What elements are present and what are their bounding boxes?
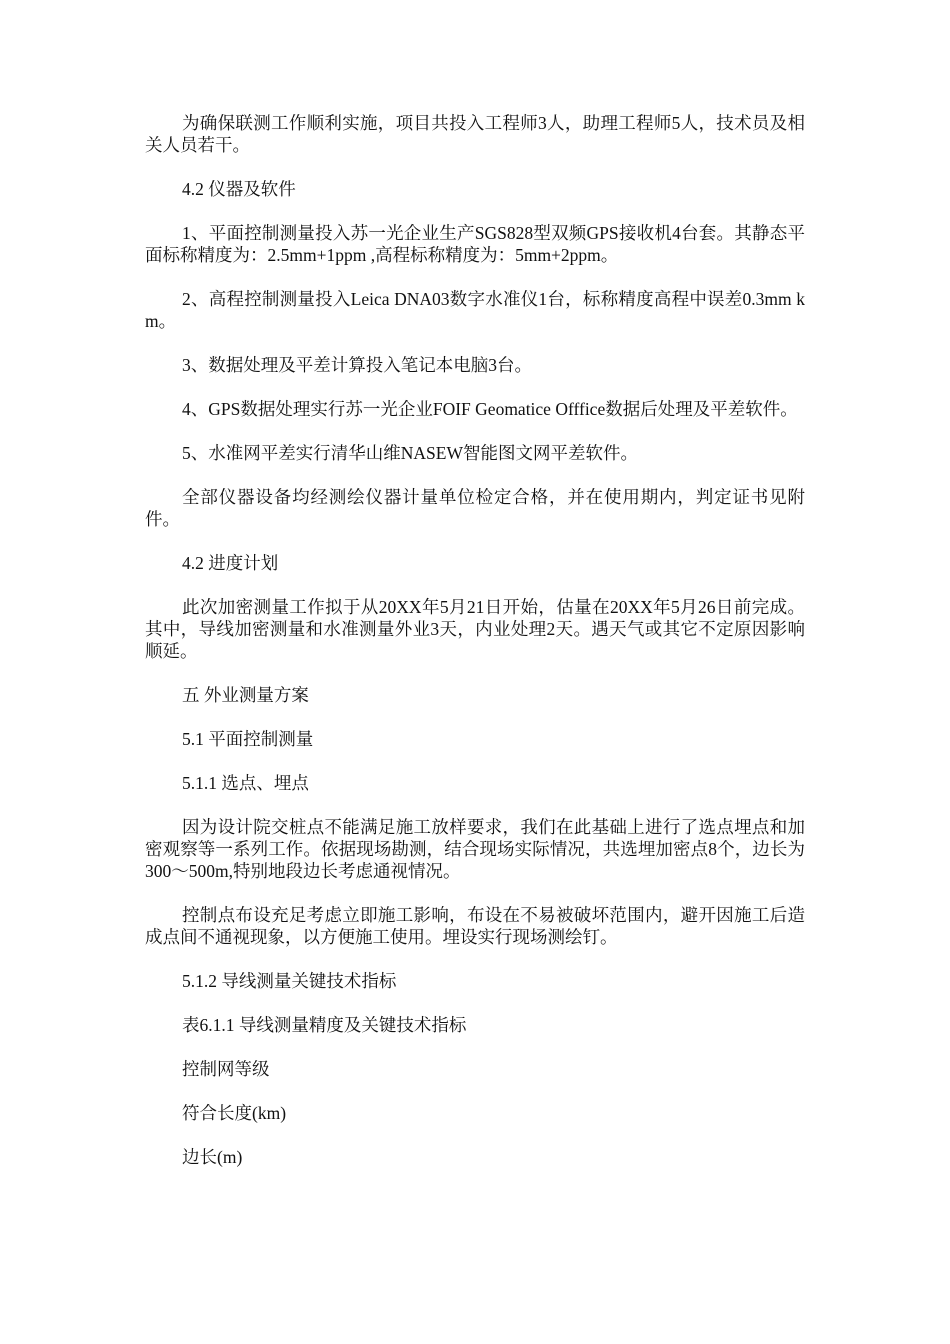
paragraph-gps-software: 4、GPS数据处理实行苏一光企业FOIF Geomatice Offfice数据后处理及平差软件。: [182, 399, 798, 419]
heading-field-survey-plan: 五 外业测量方案: [182, 685, 309, 705]
heading-schedule: 4.2 进度计划: [182, 553, 279, 573]
table-caption: 表6.1.1 导线测量精度及关键技术指标: [182, 1015, 467, 1035]
table-cell-closure-length: 符合长度(km): [182, 1103, 287, 1123]
paragraph-level-instrument: 2、高程控制测量投入Leica DNA03数字水准仪1台，标称精度高程中误差0.3mm km。: [145, 289, 805, 331]
paragraph-point-selection: 因为设计院交桩点不能满足施工放样要求，我们在此基础上进行了选点埋点和加密观察等一系列工作。依据现场勘测，结合现场实际情况，共选埋加密点8个，边长为300～500m,特别地段边长考虑通视情况。: [145, 817, 805, 881]
paragraph-schedule: 此次加密测量工作拟于从20XX年5月21日开始，估量在20XX年5月26日前完成。其中，导线加密测量和水准测量外业3天，内业处理2天。遇天气或其它不定原因影响顺延。: [145, 597, 805, 661]
paragraph-gps-receivers: 1、平面控制测量投入苏一光企业生产SGS828型双频GPS接收机4台套。其静态平面标称精度为：2.5mm+1ppm ,高程标称精度为：5mm+2ppm。: [145, 223, 805, 265]
paragraph-calibration: 全部仪器设备均经测绘仪器计量单位检定合格，并在使用期内，判定证书见附件。: [145, 487, 805, 529]
table-cell-side-length: 边长(m): [182, 1147, 243, 1167]
paragraph-staffing: 为确保联测工作顺利实施，项目共投入工程师3人，助理工程师5人，技术员及相关人员若干。: [145, 113, 805, 155]
paragraph-leveling-software: 5、水准网平差实行清华山维NASEW智能图文网平差软件。: [182, 443, 638, 463]
heading-point-selection: 5.1.1 选点、埋点: [182, 773, 309, 793]
paragraph-control-point-layout: 控制点布设充足考虑立即施工影响，布设在不易被破坏范围内，避开因施工后造成点间不通视现象，以方便施工使用。埋设实行现场测绘钉。: [145, 905, 805, 947]
table-cell-network-grade: 控制网等级: [182, 1059, 270, 1079]
heading-instruments-software: 4.2 仪器及软件: [182, 179, 296, 199]
heading-traverse-indicators: 5.1.2 导线测量关键技术指标: [182, 971, 397, 991]
document-page: [145, 112, 805, 1190]
paragraph-laptops: 3、数据处理及平差计算投入笔记本电脑3台。: [182, 355, 532, 375]
heading-horizontal-control: 5.1 平面控制测量: [182, 729, 314, 749]
